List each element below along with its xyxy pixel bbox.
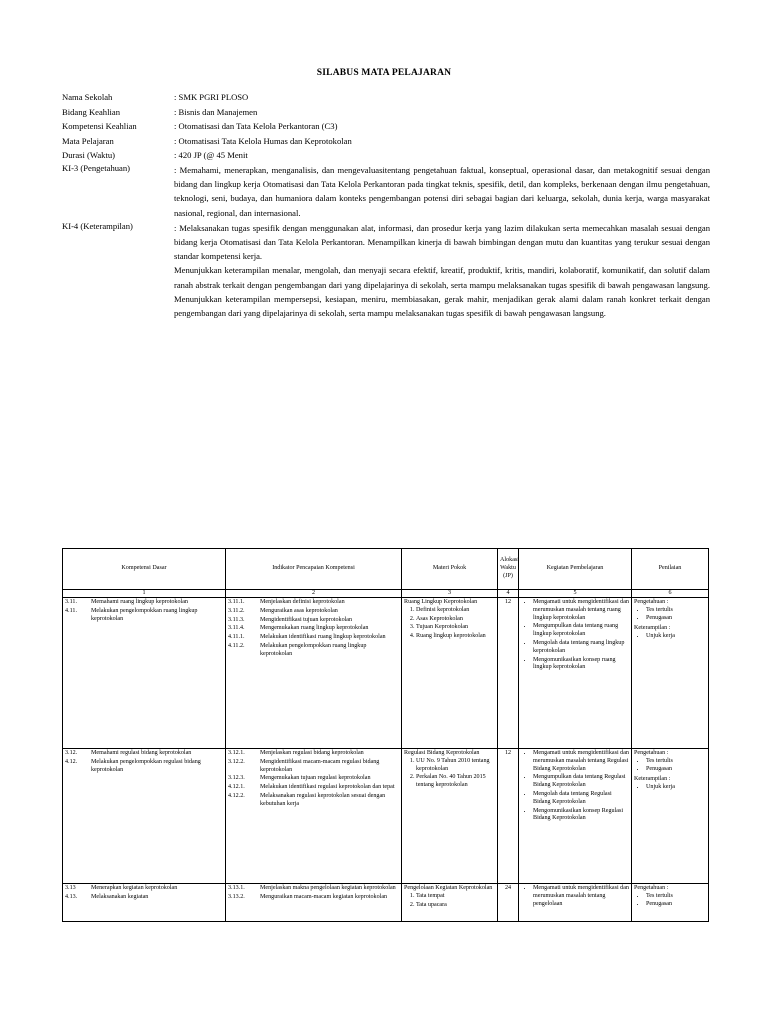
kd-number: 3.13 bbox=[65, 885, 76, 891]
materi-cell bbox=[402, 598, 498, 749]
indicator-number: 4.12.2. bbox=[228, 792, 245, 799]
header-kegiatan: Kegiatan Pembelajaran bbox=[519, 549, 632, 590]
ki3-row bbox=[62, 163, 710, 220]
assessment-knowledge-label: Pengetahuan : bbox=[634, 599, 669, 605]
ki3-text: : Memahami, menerapkan, menganalisis, dan mengevaluasitentang pengetahuan faktual, konseptual, operasional dasar, dan metakognitif sesuai dengan bidang dan lingkup kerja Otomatisasi dan Tata Kelola Perkantoran pada tingkat teknis, spesifik, detil, dan kompleks, berkenaan dengan ilmu pengetahuan, teknologi, seni, budaya, dan humaniora dalam konteks pengembangan potensi diri sebagai bagian dari keluarga, sekolah, dunia kerja, warga masyarakat nasional, regional, dan internasional. bbox=[174, 164, 710, 218]
materi-item: 4. Ruang lingkup keprotokolan bbox=[416, 633, 495, 641]
column-number: 2 bbox=[226, 590, 402, 598]
activity-item: • Mengumpulkan data tentang ruang lingkup keprotokolan bbox=[533, 623, 629, 639]
indicator-number: 3.12.3. bbox=[228, 775, 245, 782]
info-row-school bbox=[62, 90, 710, 105]
activity-list bbox=[521, 885, 629, 908]
activity-cell bbox=[519, 884, 632, 922]
activity-item: • Mengomunikasikan konsep ruang lingkup keprotokolan bbox=[533, 657, 629, 673]
info-row-duration bbox=[62, 148, 710, 163]
kd-item bbox=[65, 750, 223, 758]
indicator-text: Mengemukakan ruang lingkup keprotokolan bbox=[260, 625, 369, 632]
ki4-text: : Melaksanakan tugas spesifik dengan menggunakan alat, informasi, dan prosedur kerja yang lazim dilakukan serta memecahkan masalah sesuai dengan bidang kerja Otomatisasi dan Tata Kelola Perkantoran. Menampilkan kinerja di bawah bimbingan dengan mutu dan kuantitas yang terukur sesuai dengan standar kompetensi kerja. bbox=[174, 222, 710, 262]
kd-cell bbox=[63, 598, 226, 749]
table-row bbox=[63, 884, 709, 922]
info-label: Kompetensi Keahlian bbox=[62, 121, 137, 132]
table-number-row bbox=[63, 590, 709, 598]
info-label: Nama Sekolah bbox=[62, 92, 113, 102]
kd-cell bbox=[63, 884, 226, 922]
indicator-item bbox=[228, 634, 399, 642]
materi-heading: Ruang Lingkup Keprotokolan bbox=[404, 599, 478, 605]
activity-item: • Mengolah data tentang Regulasi Bidang Keprotokolan bbox=[533, 791, 629, 807]
materi-item: 1. Tata tempat bbox=[416, 893, 495, 901]
kd-number: 4.12. bbox=[65, 758, 78, 765]
header-materi-pokok: Materi Pokok bbox=[402, 549, 498, 590]
column-number: 4 bbox=[498, 590, 519, 598]
time-cell: 12 bbox=[498, 598, 519, 749]
column-number: 1 bbox=[63, 590, 226, 598]
indicator-item bbox=[228, 608, 399, 616]
indicator-cell bbox=[226, 598, 402, 749]
indicator-text: Mengemukakan tujuan regulasi keprotokolan bbox=[260, 775, 371, 782]
indicator-text: Menjelaskan definisi keprotokolan bbox=[260, 599, 345, 605]
materi-heading: Regulasi Bidang Keprotokolan bbox=[404, 750, 480, 756]
indicator-item bbox=[228, 793, 399, 809]
materi-item: 2. Asas Keprotokolan bbox=[416, 616, 495, 624]
kd-text: Melakukan pengelompokkan regulasi bidang keprotokolan bbox=[91, 758, 201, 773]
indicator-number: 3.11.2. bbox=[228, 607, 245, 614]
time-cell: 24 bbox=[498, 884, 519, 922]
kd-item bbox=[65, 894, 223, 902]
info-label: Bidang Keahlian bbox=[62, 106, 120, 117]
assessment-cell bbox=[632, 884, 709, 922]
info-label: Durasi (Waktu) bbox=[62, 150, 116, 161]
assessment-skill-list bbox=[634, 633, 706, 641]
materi-list bbox=[404, 607, 495, 641]
materi-item: 1. UU No. 9 Tahun 2010 tentang keprotokolan bbox=[416, 758, 495, 774]
indicator-text: Melaksanakan regulasi keprotokolan sesuai dengan kebutuhan kerja bbox=[260, 792, 386, 807]
kd-text: Memahami regulasi bidang keprotokolan bbox=[91, 750, 192, 756]
indicator-number: 3.13.2. bbox=[228, 893, 245, 900]
table-row bbox=[63, 749, 709, 884]
kd-number: 4.11. bbox=[65, 607, 77, 614]
info-value: : 420 JP (@ 45 Menit bbox=[174, 150, 248, 161]
indicator-number: 3.11.1. bbox=[228, 599, 245, 605]
info-value: : Bisnis dan Manajemen bbox=[174, 106, 258, 117]
materi-cell bbox=[402, 749, 498, 884]
assessment-knowledge-list bbox=[634, 893, 706, 909]
kd-text: Memahami ruang lingkup keprotokolan bbox=[91, 599, 188, 605]
indicator-text: Menjelaskan regulasi bidang keprotokolan bbox=[260, 750, 364, 756]
indicator-item bbox=[228, 625, 399, 633]
table-row bbox=[63, 598, 709, 749]
indicator-item bbox=[228, 894, 399, 902]
time-cell: 12 bbox=[498, 749, 519, 884]
materi-list bbox=[404, 758, 495, 790]
assessment-item: • Tes tertulis bbox=[646, 607, 706, 615]
indicator-text: Menguraikan asas keprotokolan bbox=[260, 607, 338, 614]
assessment-item: • Unjuk kerja bbox=[646, 784, 706, 792]
materi-list bbox=[404, 893, 495, 910]
syllabus-table bbox=[62, 548, 709, 922]
ki3-label: KI-3 (Pengetahuan) bbox=[62, 162, 131, 173]
indicator-item bbox=[228, 784, 399, 792]
assessment-skill-list bbox=[634, 784, 706, 792]
kd-item bbox=[65, 885, 223, 893]
assessment-skill-label: Keterampilan : bbox=[634, 776, 671, 783]
kd-item bbox=[65, 608, 223, 624]
activity-cell bbox=[519, 598, 632, 749]
assessment-cell bbox=[632, 598, 709, 749]
materi-item: 3. Tujuan Keprotokolan bbox=[416, 624, 495, 632]
kd-number: 4.13. bbox=[65, 893, 78, 900]
indicator-text: Mengidentifikasi macam-macam regulasi bidang keprotokolan bbox=[260, 758, 380, 773]
indicator-text: Menjelaskan makna pengelolaan kegiatan keprotokolan bbox=[260, 885, 396, 891]
activity-item: • Mengamati untuk mengidentifikasi dan merumuskan masalah tentang pengelolaan bbox=[533, 885, 629, 908]
ki4-row bbox=[62, 221, 710, 264]
assessment-knowledge-label: Pengetahuan : bbox=[634, 750, 669, 756]
assessment-item: • Penugasan bbox=[646, 615, 706, 623]
indicator-number: 4.11.1. bbox=[228, 634, 245, 641]
info-value: : Otomatisasi Tata Kelola Humas dan Keprotokolan bbox=[174, 135, 352, 146]
kd-item bbox=[65, 759, 223, 775]
indicator-item bbox=[228, 885, 399, 893]
header-kompetensi-dasar: Kompetensi Dasar bbox=[63, 549, 226, 590]
assessment-knowledge-list bbox=[634, 758, 706, 774]
indicator-cell bbox=[226, 884, 402, 922]
header-alokasi-waktu: Alokasi Waktu (JP) bbox=[498, 549, 519, 590]
indicator-cell bbox=[226, 749, 402, 884]
header-penilaian: Penilaian bbox=[632, 549, 709, 590]
info-value: : Otomatisasi dan Tata Kelola Perkantoran (C3) bbox=[174, 121, 338, 132]
indicator-item bbox=[228, 617, 399, 625]
indicator-text: Melakukan identifikasi regulasi keprotokolan dan tepat bbox=[260, 784, 395, 791]
info-row-competency bbox=[62, 119, 710, 134]
assessment-item: • Tes tertulis bbox=[646, 893, 706, 901]
indicator-text: Mengidentifikasi tujuan keprotokolan bbox=[260, 616, 353, 623]
assessment-item: • Penugasan bbox=[646, 901, 706, 909]
syllabus-info bbox=[62, 90, 710, 320]
kd-number: 3.11. bbox=[65, 599, 77, 605]
info-label: Mata Pelajaran bbox=[62, 135, 114, 146]
indicator-number: 3.13.1. bbox=[228, 885, 245, 891]
kd-text: Menerapkan kegiatan keprotokolan bbox=[91, 885, 178, 891]
indicator-item bbox=[228, 750, 399, 758]
info-row-subject bbox=[62, 134, 710, 149]
info-row-field bbox=[62, 105, 710, 120]
kd-item bbox=[65, 599, 223, 607]
activity-item: • Mengomunikasikan konsep Regulasi Bidang Keprotokolan bbox=[533, 808, 629, 824]
indicator-item bbox=[228, 599, 399, 607]
indicator-text: Melakukan pengelompokkan ruang lingkup keprotokolan bbox=[260, 642, 367, 657]
materi-item: 2. Tata upacara bbox=[416, 902, 495, 910]
indicator-item bbox=[228, 775, 399, 783]
assessment-item: • Tes tertulis bbox=[646, 758, 706, 766]
indicator-number: 3.12.1. bbox=[228, 750, 245, 756]
column-number: 3 bbox=[402, 590, 498, 598]
assessment-item: • Unjuk kerja bbox=[646, 633, 706, 641]
activity-item: • Mengumpulkan data tentang Regulasi Bidang Keprotokolan bbox=[533, 774, 629, 790]
assessment-knowledge-list bbox=[634, 607, 706, 623]
activity-item: • Mengamati untuk mengidentifikasi dan merumuskan masalah tentang Regulasi Bidang Keprotokolan bbox=[533, 750, 629, 773]
activity-item: • Mengolah data tentang ruang lingkup keprotokolan bbox=[533, 640, 629, 656]
materi-cell bbox=[402, 884, 498, 922]
kd-text: Melakukan pengelompokkan ruang lingkup keprotokolan bbox=[91, 607, 198, 622]
ki4-extra-text: Menunjukkan keterampilan menalar, mengolah, dan menyaji secara efektif, kreatif, produktif, kritis, mandiri, kolaboratif, komunikatif, dan solutif dalam ranah abstrak terkait dengan pengembangan dari yang dipelajarinya di sekolah, serta mampu melaksanakan tugas spesifik di bawah pengawasan langsung. Menunjukkan keterampilan mempersepsi, kesiapan, meniru, membiasakan, gerak mahir, menjadikan gerak alami dalam ranah konkret terkait dengan pengembangan dari yang dipelajarinya di sekolah, serta mampu melaksanakan tugas spesifik di bawah pengawasan langsung. bbox=[174, 265, 710, 318]
column-number: 6 bbox=[632, 590, 709, 598]
activity-item: • Mengamati untuk mengidentifikasi dan merumuskan masalah tentang ruang lingkup keprotokolan bbox=[533, 599, 629, 622]
kd-text: Melaksanakan kegiatan bbox=[91, 893, 149, 900]
info-value: : SMK PGRI PLOSO bbox=[174, 92, 249, 102]
materi-item: 1. Definisi keprotokolan bbox=[416, 607, 495, 615]
header-indikator: Indikator Pencapaian Kompetensi bbox=[226, 549, 402, 590]
assessment-skill-label: Keterampilan : bbox=[634, 625, 671, 632]
indicator-number: 4.12.1. bbox=[228, 784, 245, 791]
assessment-cell bbox=[632, 749, 709, 884]
assessment-knowledge-label: Pengetahuan : bbox=[634, 885, 669, 891]
indicator-number: 3.11.4. bbox=[228, 625, 245, 632]
activity-list bbox=[521, 750, 629, 823]
indicator-text: Menguraikan macam-macam kegiatan keprotokolan bbox=[260, 893, 388, 900]
assessment-item: • Penugasan bbox=[646, 766, 706, 774]
materi-heading: Pengelolaan Kegiatan Keprotokolan bbox=[404, 885, 493, 891]
indicator-number: 3.11.3. bbox=[228, 616, 245, 623]
document-title: SILABUS MATA PELAJARAN bbox=[316, 68, 452, 78]
ki4-label: KI-4 (Keterampilan) bbox=[62, 220, 133, 231]
indicator-number: 4.11.2. bbox=[228, 642, 245, 649]
activity-cell bbox=[519, 749, 632, 884]
kd-cell bbox=[63, 749, 226, 884]
column-number: 5 bbox=[519, 590, 632, 598]
indicator-item bbox=[228, 759, 399, 775]
indicator-number: 3.12.2. bbox=[228, 758, 245, 765]
activity-list bbox=[521, 599, 629, 672]
kd-number: 3.12. bbox=[65, 750, 78, 756]
materi-item: 2. Perkalan No. 40 Tahun 2015 tentang keprotokolan bbox=[416, 774, 495, 790]
indicator-text: Melakukan identifikasi ruang lingkup keprotokolan bbox=[260, 634, 386, 641]
indicator-item bbox=[228, 643, 399, 659]
table-header-row bbox=[63, 549, 709, 590]
